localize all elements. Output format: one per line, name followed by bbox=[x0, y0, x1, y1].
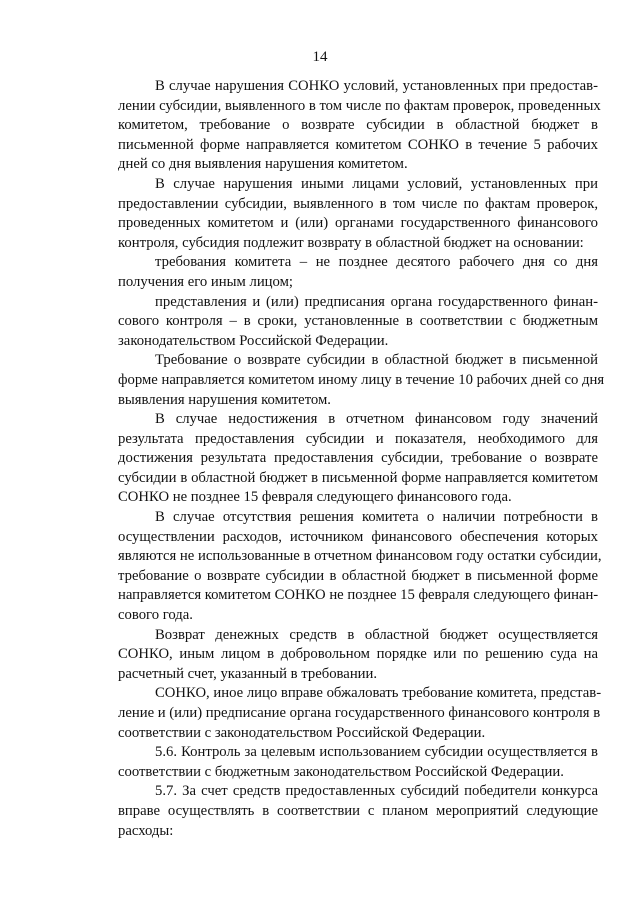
text-line: сового года. bbox=[118, 607, 193, 624]
text-line: соответствии с бюджетным законодательством Российской Федерации. bbox=[118, 763, 564, 780]
text-line: вправе осуществлять в соответствии с планом мероприятий следующие bbox=[118, 802, 598, 819]
paragraph-result-not-achieved bbox=[118, 410, 598, 508]
paragraph-violation-snko bbox=[118, 77, 601, 175]
text-line: требования комитета – не позднее десятого рабочего дня со дня bbox=[155, 254, 598, 271]
text-line: 5.7. За счет средств предоставленных субсидий победители конкурса bbox=[155, 783, 598, 800]
text-line: В случае недостижения в отчетном финансовом году значений bbox=[155, 411, 598, 428]
document-body bbox=[118, 77, 605, 841]
text-line: дней со дня выявления нарушения комитетом. bbox=[118, 156, 408, 173]
text-line: СОНКО, иным лицом в добровольном порядке или по решению суда на bbox=[118, 646, 598, 663]
text-line: СОНКО, иное лицо вправе обжаловать требование комитета, представ- bbox=[155, 685, 602, 702]
page-number: 14 bbox=[312, 49, 328, 65]
text-line: В случае отсутствия решения комитета о наличии потребности в bbox=[155, 509, 598, 526]
text-line: расходы: bbox=[118, 822, 174, 839]
paragraph-section-5-7 bbox=[118, 782, 598, 841]
paragraph-unused-balance bbox=[118, 508, 602, 626]
text-line: комитетом, требование о возврате субсидии в областной бюджет в bbox=[118, 117, 598, 134]
text-line: письменной форме направляется комитетом СОНКО в течение 5 рабочих bbox=[118, 136, 598, 153]
text-line: результата предоставления субсидии и показателя, необходимого для bbox=[118, 430, 598, 447]
paragraph-written-requirement bbox=[118, 351, 605, 410]
text-line: В случае нарушения иными лицами условий, установленных при bbox=[155, 175, 598, 192]
text-line: являются не использованные в отчетном финансовом году остатки субсидии, bbox=[118, 548, 602, 565]
paragraph-appeal-right bbox=[118, 684, 602, 743]
text-line: осуществлении расходов, источником финансового обеспечения которых bbox=[118, 528, 598, 545]
text-line: расчетный счет, указанный в требовании. bbox=[118, 665, 378, 682]
text-line: лении субсидии, выявленного в том числе по фактам проверок, проведенных bbox=[118, 97, 601, 114]
text-line: ление и (или) предписание органа государственного финансового контроля в bbox=[118, 705, 601, 721]
text-line: контроля, субсидия подлежит возврату в областной бюджет на основании: bbox=[118, 234, 584, 251]
text-line: субсидии в областной бюджет в письменной форме направляется комитетом bbox=[118, 469, 598, 486]
paragraph-control-body-order bbox=[118, 293, 598, 352]
text-line: направляется комитетом СОНКО не позднее 15 февраля следующего финан- bbox=[118, 587, 599, 604]
text-line: 5.6. Контроль за целевым использованием субсидии осуществляется в bbox=[155, 744, 598, 761]
text-line: сового контроля – в сроки, установленные в соответствии с бюджетным bbox=[118, 313, 598, 330]
text-line: требование о возврате субсидии в областной бюджет в письменной форме bbox=[118, 567, 598, 584]
text-line: представления и (или) предписания органа государственного финан- bbox=[155, 293, 598, 310]
text-line: Возврат денежных средств в областной бюджет осуществляется bbox=[155, 626, 598, 643]
text-line: законодательством Российской Федерации. bbox=[118, 332, 389, 349]
text-line: получения его иным лицом; bbox=[118, 273, 293, 290]
text-line: проведенных комитетом и (или) органами государственного финансового bbox=[118, 215, 598, 232]
text-line: В случае нарушения СОНКО условий, установленных при предостав- bbox=[155, 78, 598, 94]
text-line: СОНКО не позднее 15 февраля следующего финансового года. bbox=[118, 489, 512, 506]
paragraph-refund-procedure bbox=[118, 626, 598, 685]
paragraph-committee-requirement bbox=[118, 253, 598, 292]
paragraph-section-5-6 bbox=[118, 743, 598, 782]
text-line: соответствии с законодательством Российской Федерации. bbox=[118, 724, 486, 741]
text-line: достижения результата предоставления субсидии, требование о возврате bbox=[118, 450, 598, 467]
paragraph-violation-other-persons bbox=[118, 175, 598, 253]
text-line: выявления нарушения комитетом. bbox=[118, 391, 331, 408]
text-line: предоставлении субсидии, выявленного в том числе по фактам проверок, bbox=[118, 195, 598, 212]
text-line: Требование о возврате субсидии в областной бюджет в письменной bbox=[155, 352, 598, 369]
text-line: форме направляется комитетом иному лицу в течение 10 рабочих дней со дня bbox=[118, 371, 605, 388]
